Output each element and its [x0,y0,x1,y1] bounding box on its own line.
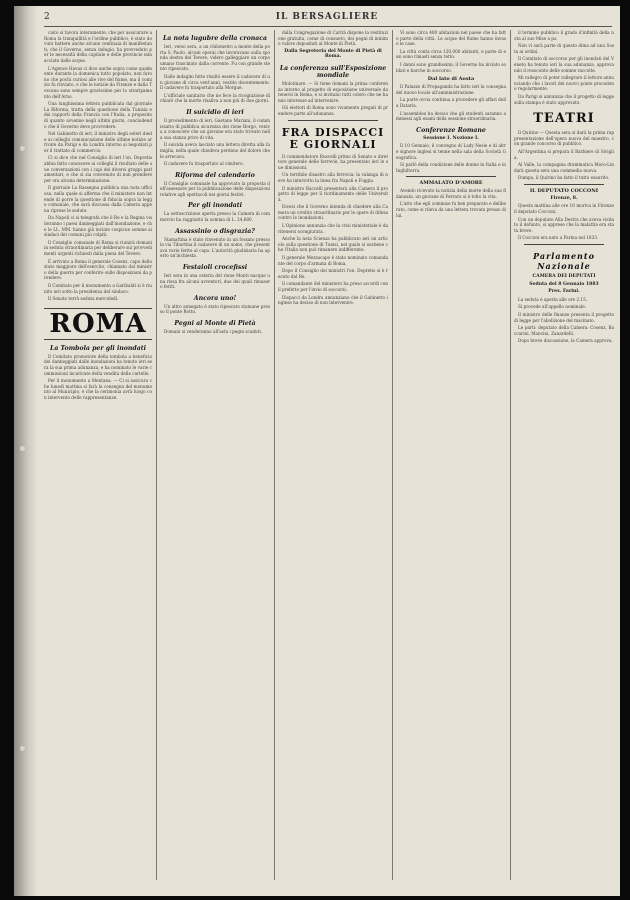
column-5 [514,30,614,880]
binding-hole [20,446,25,451]
parliament-title: Parlamento Nazionale [533,251,595,272]
paragraph: La sottoscrizione aperta presso la Camera di commercio ha raggiunto la somma di L. 24,680. [160,211,270,223]
paragraph: Dopo il Consiglio dei ministri l'on. Depretis si è recato dal Re. [278,268,388,279]
paragraph: Nel Gabinetto di ieri, il ministro degli esteri diede ai colleghi comunicazione delle ultime notizie arrivate da Parigi e da Londra intorno ai negoziati per il trattato di commercio. [44,131,152,153]
paragraph: Questa mattina alle ore 10 moriva in Firenze il deputato Cocconi. [514,203,614,215]
paragraph: Il Consiglio comunale ha approvato la proposta dell'assessore per la pubblicazione delle disposizioni relative agli spettacoli nei giorni festivi. [160,180,270,197]
paragraph: Un altro annegato è stato ripescato stamane presso il ponte Rotto. [160,303,270,315]
paragraph: Il generale Mezzacapo è stato nominato comandante del corpo d'armata di Roma. [278,255,388,266]
section-heading: Per gli inondati [187,202,243,210]
section-heading: Ancora uno! [193,294,237,302]
paragraph: Dicesi che il Governo intenda di chiedere alla Camera un credito straordinario per le opere di difesa contro le inondazioni. [278,204,388,221]
column-divider [392,30,393,880]
column-divider [156,30,157,880]
paragraph: La parte ovvia continua a procedere gli affari della Dataria. [396,97,506,108]
paragraph: L'Opinione annunzia che la crisi ministeriale è da ritenersi scongiurata. [278,223,388,234]
section-subline: Dalla Segreteria del Monte di Pietà di Roma. [284,48,382,60]
paragraph: Il Consiglio comunale di Roma si riunirà domani in seduta straordinaria per deliberare sui provvedimenti urgenti richiesti dalla piena del Tevere. [44,239,152,256]
paragraph: Il comandante del ministero ha preso accordi con il prefetto per l'invio di soccorsi. [278,281,388,292]
paragraph: L'atto che egli commise fu ben preparato e deliberato, come si rileva da una lettera trovata presso di lui. [396,201,506,218]
column-2 [160,30,270,880]
paragraph: Mi rallegro di poter rallegrare il lettore annunciando che i lavori del nuovo ponte procedono regolarmente. [514,75,614,92]
paragraph: La città conta circa 120,000 abitanti, e parte di essi sono rimasti senza tetto. [396,48,506,60]
paragraph: È arrivato a Roma il generale Cosenz, capo dello stato maggiore dell'esercito, chiamato dal ministro della guerra per conferire sulle disposizioni da prendere. [44,258,152,281]
roma-section-title: ROMA [44,308,152,340]
column-divider [510,30,511,880]
section-heading: Assassinio o disgrazia? [175,227,255,235]
section-subline: CAMERA DEI DEPUTATI [532,274,596,280]
paragraph: L'ufficiale sanitario che ne fece la ricognizione dichiarò che la morte risaliva a non più di due giorni. [160,92,270,104]
paragraph: Ieri, verso sera, a un chilometro a monte della porta S. Paolo, alcuni operai che lavoravano sulla sponda destra del Tevere, videro galleggiare un corpo umano trascinato dalla corrente. Fu con grande stento ripescato. [160,44,270,72]
column-4 [396,30,506,880]
section-subline: Firenze, 8. [550,195,578,201]
paragraph: Il Comitato per il monumento a Garibaldi si è riunito ieri sotto la presidenza del sindaco. [44,282,152,294]
column-3 [278,30,388,880]
paragraph: Domani si venderanno all'asta i pegni scaduti. [164,329,263,334]
paragraph: I danni sono grandissimi; il Governo ha inviato soldati e barche in soccorso. [396,61,506,73]
masthead-title: IL BERSAGLIERE [275,12,379,22]
paragraph: Dumpa, il Quirino ha fatto il tutto esaurito. [518,175,610,181]
paragraph: All'Argentina si prepara il Barbiere di Siviglia. [514,148,614,160]
section-heading: Dal lato di Aosta [427,76,475,83]
paragraph: Ieri sera in una osteria del rione Monti nacque una rissa fra alcuni avventori, due dei quali rimasero feriti. [160,273,270,290]
paragraph: Dopo breve discussione, la Camera approva. [518,338,613,344]
paragraph: Il procedimento di ieri, Gaetano Mariani, il commissario di pubblica sicurezza dei rione Borgo, veniva a conoscere che un giovane era stato trovato nella sua stanza privo di vita. [160,117,270,140]
paragraph: Molotinare. — Si tiene domani la prima conferenza intorno al progetto di esposizione universale da tenersi in Roma, e si invitano tutti coloro che ne hanno interesse ad intervenire. [278,80,388,103]
page-number: 2 [44,12,51,22]
paragraph: Il Quirino — Questa sera si darà la prima rappresentazione dell'opera nuova del maestro, con grande concorso di pubblico. [514,130,614,147]
paragraph: Il commendatore Ruscelli primo di Senato e direttore generale delle ferrovie, ha presentato ieri le sue dimissioni. [278,153,388,170]
paragraph: Con un deputato Alla Destra che aveva visitato il defunto, si apprese che la malattia era stata breve. [514,216,614,233]
paragraph: Il giornale La Rassegna pubblica una nota ufficiosa, nella quale si afferma che il ministero non intende di porre la questione di fiducia sopra la legge comunale, che sarà discussa dalla Camera appena riprese le sedute. [44,185,152,213]
section-heading: Conferenze Romane [416,126,486,134]
paragraph: Stamattina è stato rinvenuto in un fossato presso la via Tiburtina il cadavere di un uomo, che presentava varie ferite al capo. L'autorità giudiziaria ha aperto un'inchiesta. [160,236,270,259]
divider [524,244,604,245]
divider [288,120,378,121]
section-heading: Il suicidio di ieri [186,108,244,116]
paragraph: Una lunghissima lettera pubblicata dal giornale La Riforma, tratta della questione della Tunisia e dei rapporti della Francia con l'Italia, a proposito di quanto avvenne negli ultimi giorni, concludendo che il Governo deve provvedere. [44,101,152,129]
page-header [44,12,610,26]
section-heading: IL DEPUTATO COCCONI [529,187,599,194]
paragraph: Da Napoli ci si telegrafa che il Re e la Regina visiteranno i paesi danneggiati dall'inondazione, e che le LL. MM. hanno già inviato cospicue somme ai sindaci dei comuni più colpiti. [44,215,152,238]
paragraph: Per il monumento a Mentana. — Ci si assicura che lunedì mattina si farà la consegna del monumento al Municipio, e che la cerimonia avrà luogo con intervento delle rappresentanze. [44,378,152,400]
section-subline: Seduta del 8 Gennaio 1883 [529,281,599,287]
paragraph: Il cadavere fu trasportato al cimitero. [164,161,244,167]
paragraph: dalla Congregazione di Carità dispone la restituzione gratuita, come di consueto, dei pegni di minimo valore depositati al Monte di Pietà. [278,30,388,47]
divider [406,176,496,177]
paragraph: il termine pubblico il grado d'infinità della nota al suo Mise a ps. [514,30,614,41]
paragraph: L'assemblea ha deciso che gli studenti saranno ammessi agli esami della sessione straordinaria. [396,110,506,122]
paragraph: Si procede all'appello nominale. [518,304,587,310]
section-heading: Pegni al Monte di Pietà [174,320,256,327]
section-heading: Festaioli crocefissi [182,264,248,272]
paragraph: La seduta è aperta alle ore 2.15. [518,296,588,302]
section-heading: AMMALATO D'AMORE [419,180,483,187]
column-1-paras [44,30,152,302]
paragraph: Gli elettori di Roma sono vivamente pregati di prendere parte all'adunanza. [278,105,388,116]
divider [524,184,604,185]
binding-hole [20,746,25,751]
paragraph: Il suicida aveva lasciato una lettera diretta alla famiglia, nella quale chiedeva perdono del dolore che le arrecava. [160,142,270,159]
newspaper-page [14,6,620,896]
column-divider [274,30,275,880]
paragraph: Vi sono circa 400 abitazioni nel paese che ha fatto parte della città. Le acque del fiume hanno invaso le case. [396,30,506,47]
column-1 [44,30,152,880]
paragraph: Il Comitato promotore della tombola a beneficio dei danneggiati dalle inondazioni ha tenuto ieri sera la sua prima adunanza, e ha nominato le varie commissioni incaricate della vendita delle cartelle. [44,353,152,376]
roma-subheading: La Tombola per gli inondati [50,344,146,352]
header-rule [44,26,612,27]
paragraph: Il Senato terrà seduta mercoledì. [48,296,119,302]
paragraph: Da Parigi si annunzia che il progetto di legge sulla stampa è stato approvato. [514,93,614,105]
paragraph: Un terribile disastro alla ferrovia: la valanga di neve ha interrotto la linea fra Napoli e Foggia. [278,172,388,183]
paragraph: Al Valle, la compagnia drammatica Moro-Lin darà questa sera una commedia nuova. [514,162,614,173]
paragraph: Il ministro delle finanze presenta il progetto di legge per l'abolizione del macinato. [514,312,614,323]
paragraph: Anche la nota Scienza ha pubblicato ieri un articolo sulla questione di Tunisi, nel quale si sostiene che l'Italia non può rimanere indifferente. [278,236,388,253]
binding-hole [20,146,25,151]
section-subline: Pres. Farini. [548,289,580,295]
paragraph: L'Agence Havas ci dice anche sopra come qualmente durante la domenica tutto popolato, non furono che pochi curiosi alle rive del fiume, ma il comizio fu rinviato, e che le notizie da Firenze e dalla Toscana sono sempre gravissime per lo straripamento dell'Arno. [44,65,152,99]
paragraph: Il ministro Baccelli presenterà alla Camera il progetto di legge per il riordinamento delle Università. [278,185,388,202]
paragraph: Il Cocconi era nato a Parma nel 1833. [518,235,599,241]
paragraph: Il 10 Gennaio, il convegno di Lady Nesie e di altre signore inglesi si tenne nella sala della Società Geografica. [396,143,506,160]
paragraph: Dalle indagini fatte risultò essere il cadavere di un giovane di circa vent'anni, vestito decentemente. Il cadavere fu trasportato alla Morgue. [160,73,270,91]
teatri-title: TEATRI [533,111,595,127]
section-heading: La conferenza sull'Esposizione mondiale [279,64,387,79]
paragraph: Il Comitato di soccorso per gli inondati del Veneto ha tenuto ieri la sua adunanza, approvando il resoconto delle somme raccolte. [514,56,614,73]
paragraph: Non vi sarà parte di questo dima ad una Sosta ai ordini. [514,43,614,54]
paragraph: Si parlò della condizione delle donne in Italia e in Inghilterra. [396,162,506,173]
paragraph: Avendo ricevuto la notizia della morte della sua fidanzata, un giovane di Ferrara si è tolto la vita. [396,188,506,199]
paragraph: Il Palazzo di Propaganda ha fatto ieri la consegna del nuovo locale all'amministrazione. [396,84,506,95]
section-heading: Riforma del calendario [175,171,255,179]
page-edge-shadow [14,6,38,896]
paragraph: Ci si dice che nel Consiglio di ieri l'on. Depretis abbia fatto conoscere ai colleghi il risultato delle sue conversazioni con i capi dei diversi gruppi parlamentari, e che si sia convenuto di non prendere per ora alcuna determinazione. [44,155,152,183]
paragraph: Le parti: deputato della Camera: Cosenz, Baccarini, Mancini, Zanardelli. [514,325,614,336]
section-subline: Sessione I. Nozione I. [423,135,479,141]
section-heading: La nota lugubre della cronaca [162,35,268,42]
section-title: FRA DISPACCI E GIORNALI [281,125,385,151]
paragraph: ciato si tavora interamente, che per assicurare a Roma la tranquillità e l'ordine pubblico, è stato dovuto battere anche alcune centinaia di manifestanti; che il Governo, senza indugio, ha provveduto per le necessità della capitale e delle provincie minacciate dalle acque. [44,30,152,63]
paragraph: Dispacci da Londra annunziano che il Gabinetto inglese ha deciso di non intervenire. [278,294,388,306]
